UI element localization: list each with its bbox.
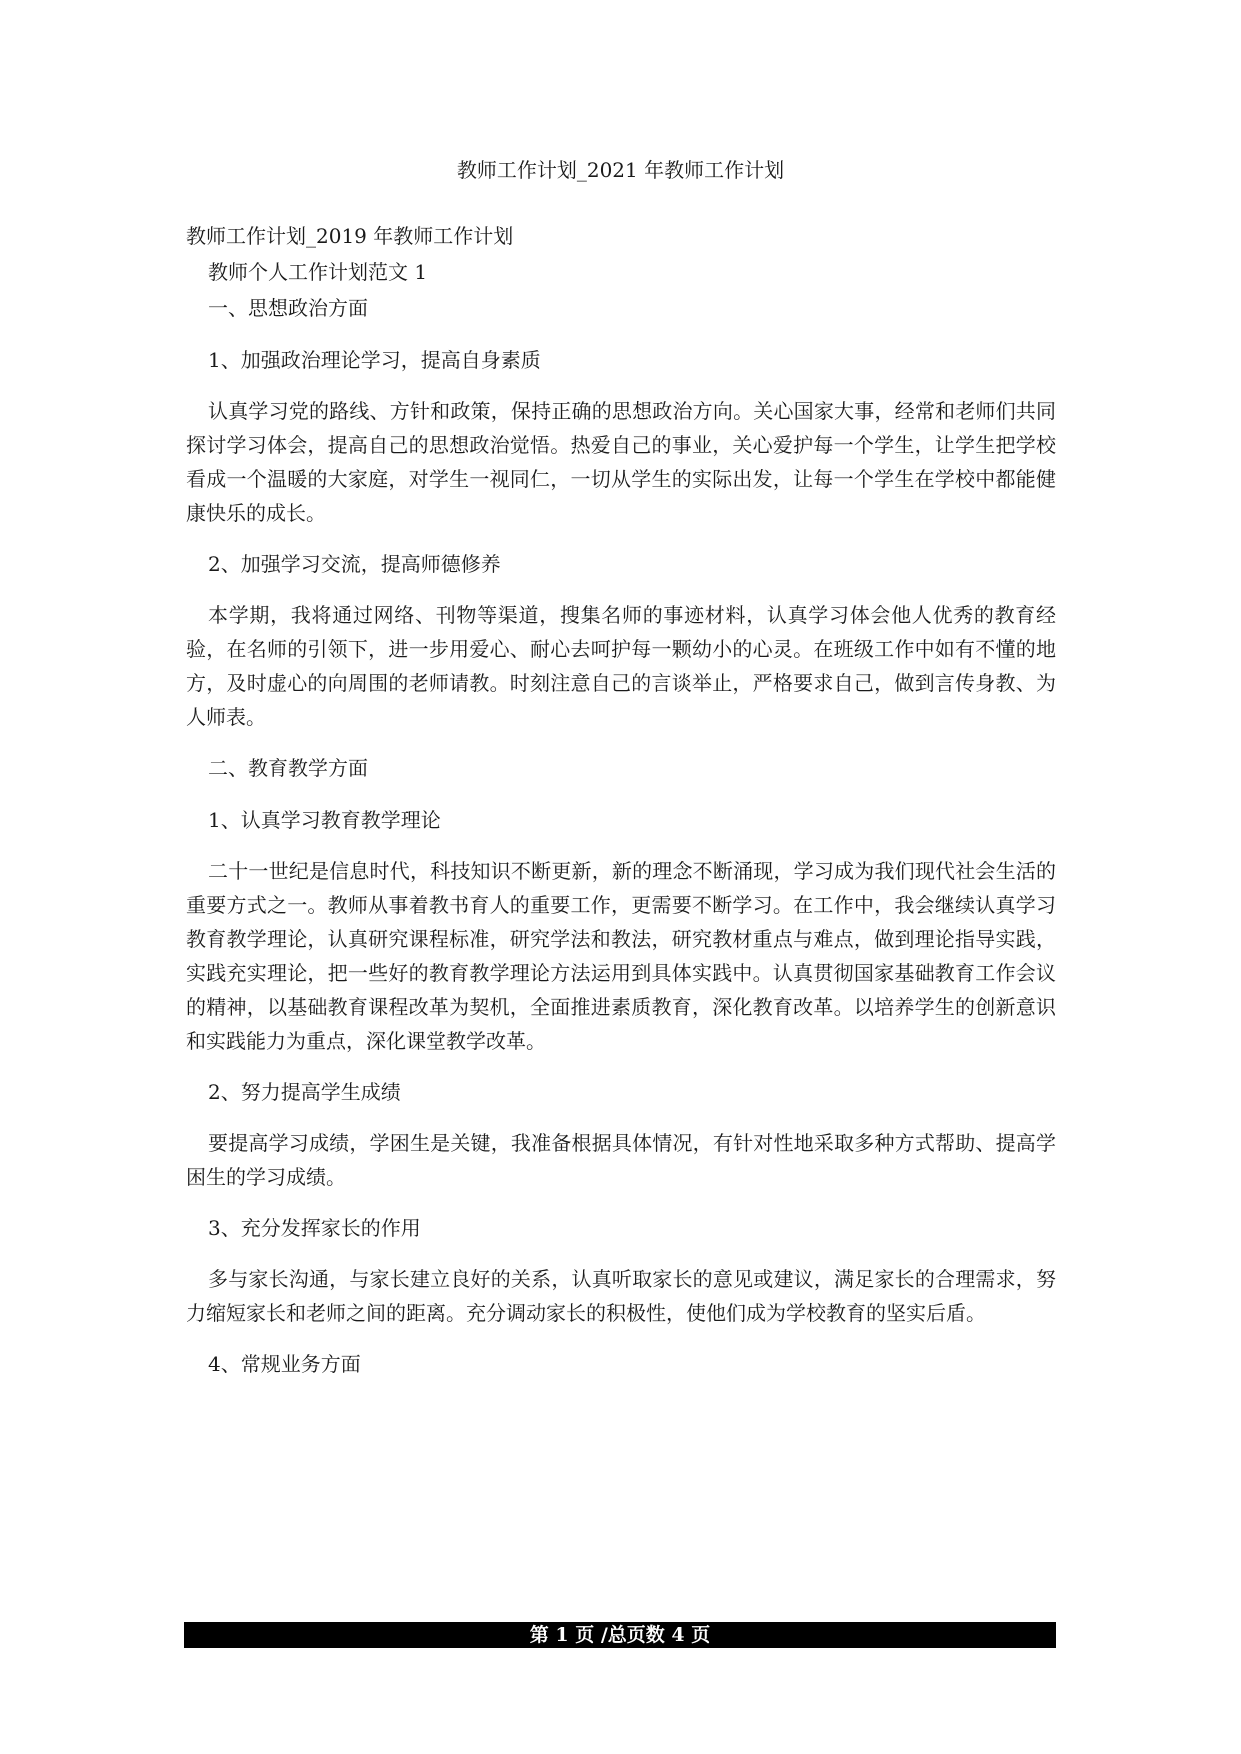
subsection-heading: 1、加强政治理论学习，提高自身素质	[208, 348, 541, 372]
subsection-heading: 3、充分发挥家长的作用	[208, 1216, 421, 1240]
section-heading: 二、教育教学方面	[208, 756, 368, 780]
subsection-heading: 2、努力提高学生成绩	[208, 1080, 401, 1104]
subtitle-line: 教师工作计划_2019 年教师工作计划	[186, 224, 514, 248]
subsection-heading: 4、常规业务方面	[208, 1352, 361, 1376]
subsection-heading: 2、加强学习交流，提高师德修养	[208, 552, 501, 576]
sample-heading: 教师个人工作计划范文 1	[208, 260, 428, 284]
paragraph: 本学期，我将通过网络、刊物等渠道，搜集名师的事迹材料，认真学习体会他人优秀的教育经验，在名师的引领下，进一步用爱心、耐心去呵护每一颗幼小的心灵。在班级工作中如有不懂的地方，及时虚心的向周围的老师请教。时刻注意自己的言谈举止，严格要求自己，做到言传身教、为人师表。	[186, 603, 1056, 729]
document-body	[186, 218, 1056, 1382]
page-footer	[184, 1622, 1056, 1648]
paragraph: 多与家长沟通，与家长建立良好的关系，认真听取家长的意见或建议，满足家长的合理需求，努力缩短家长和老师之间的距离。充分调动家长的积极性，使他们成为学校教育的坚实后盾。	[186, 1267, 1056, 1325]
paragraph: 二十一世纪是信息时代，科技知识不断更新，新的理念不断涌现，学习成为我们现代社会生活的重要方式之一。教师从事着教书育人的重要工作，更需要不断学习。在工作中，我会继续认真学习教育教学理论，认真研究课程标准，研究学法和教法，研究教材重点与难点，做到理论指导实践，实践充实理论，把一些好的教育教学理论方法运用到具体实践中。认真贯彻国家基础教育工作会议的精神，以基础教育课程改革为契机，全面推进素质教育，深化教育改革。以培养学生的创新意识和实践能力为重点，深化课堂教学改革。	[186, 859, 1056, 1053]
page-number-label: 第 1 页 /总页数 4 页	[529, 1624, 711, 1646]
paragraph: 认真学习党的路线、方针和政策，保持正确的思想政治方向。关心国家大事，经常和老师们共同探讨学习体会，提高自己的思想政治觉悟。热爱自己的事业，关心爱护每一个学生，让学生把学校看成一个温暖的大家庭，对学生一视同仁，一切从学生的实际出发，让每一个学生在学校中都能健康快乐的成长。	[186, 399, 1056, 525]
paragraph: 要提高学习成绩，学困生是关键，我准备根据具体情况，有针对性地采取多种方式帮助、提高学困生的学习成绩。	[186, 1131, 1056, 1189]
section-heading: 一、思想政治方面	[208, 296, 368, 320]
subsection-heading: 1、认真学习教育教学理论	[208, 808, 441, 832]
document-title: 教师工作计划_2021 年教师工作计划	[456, 158, 785, 182]
